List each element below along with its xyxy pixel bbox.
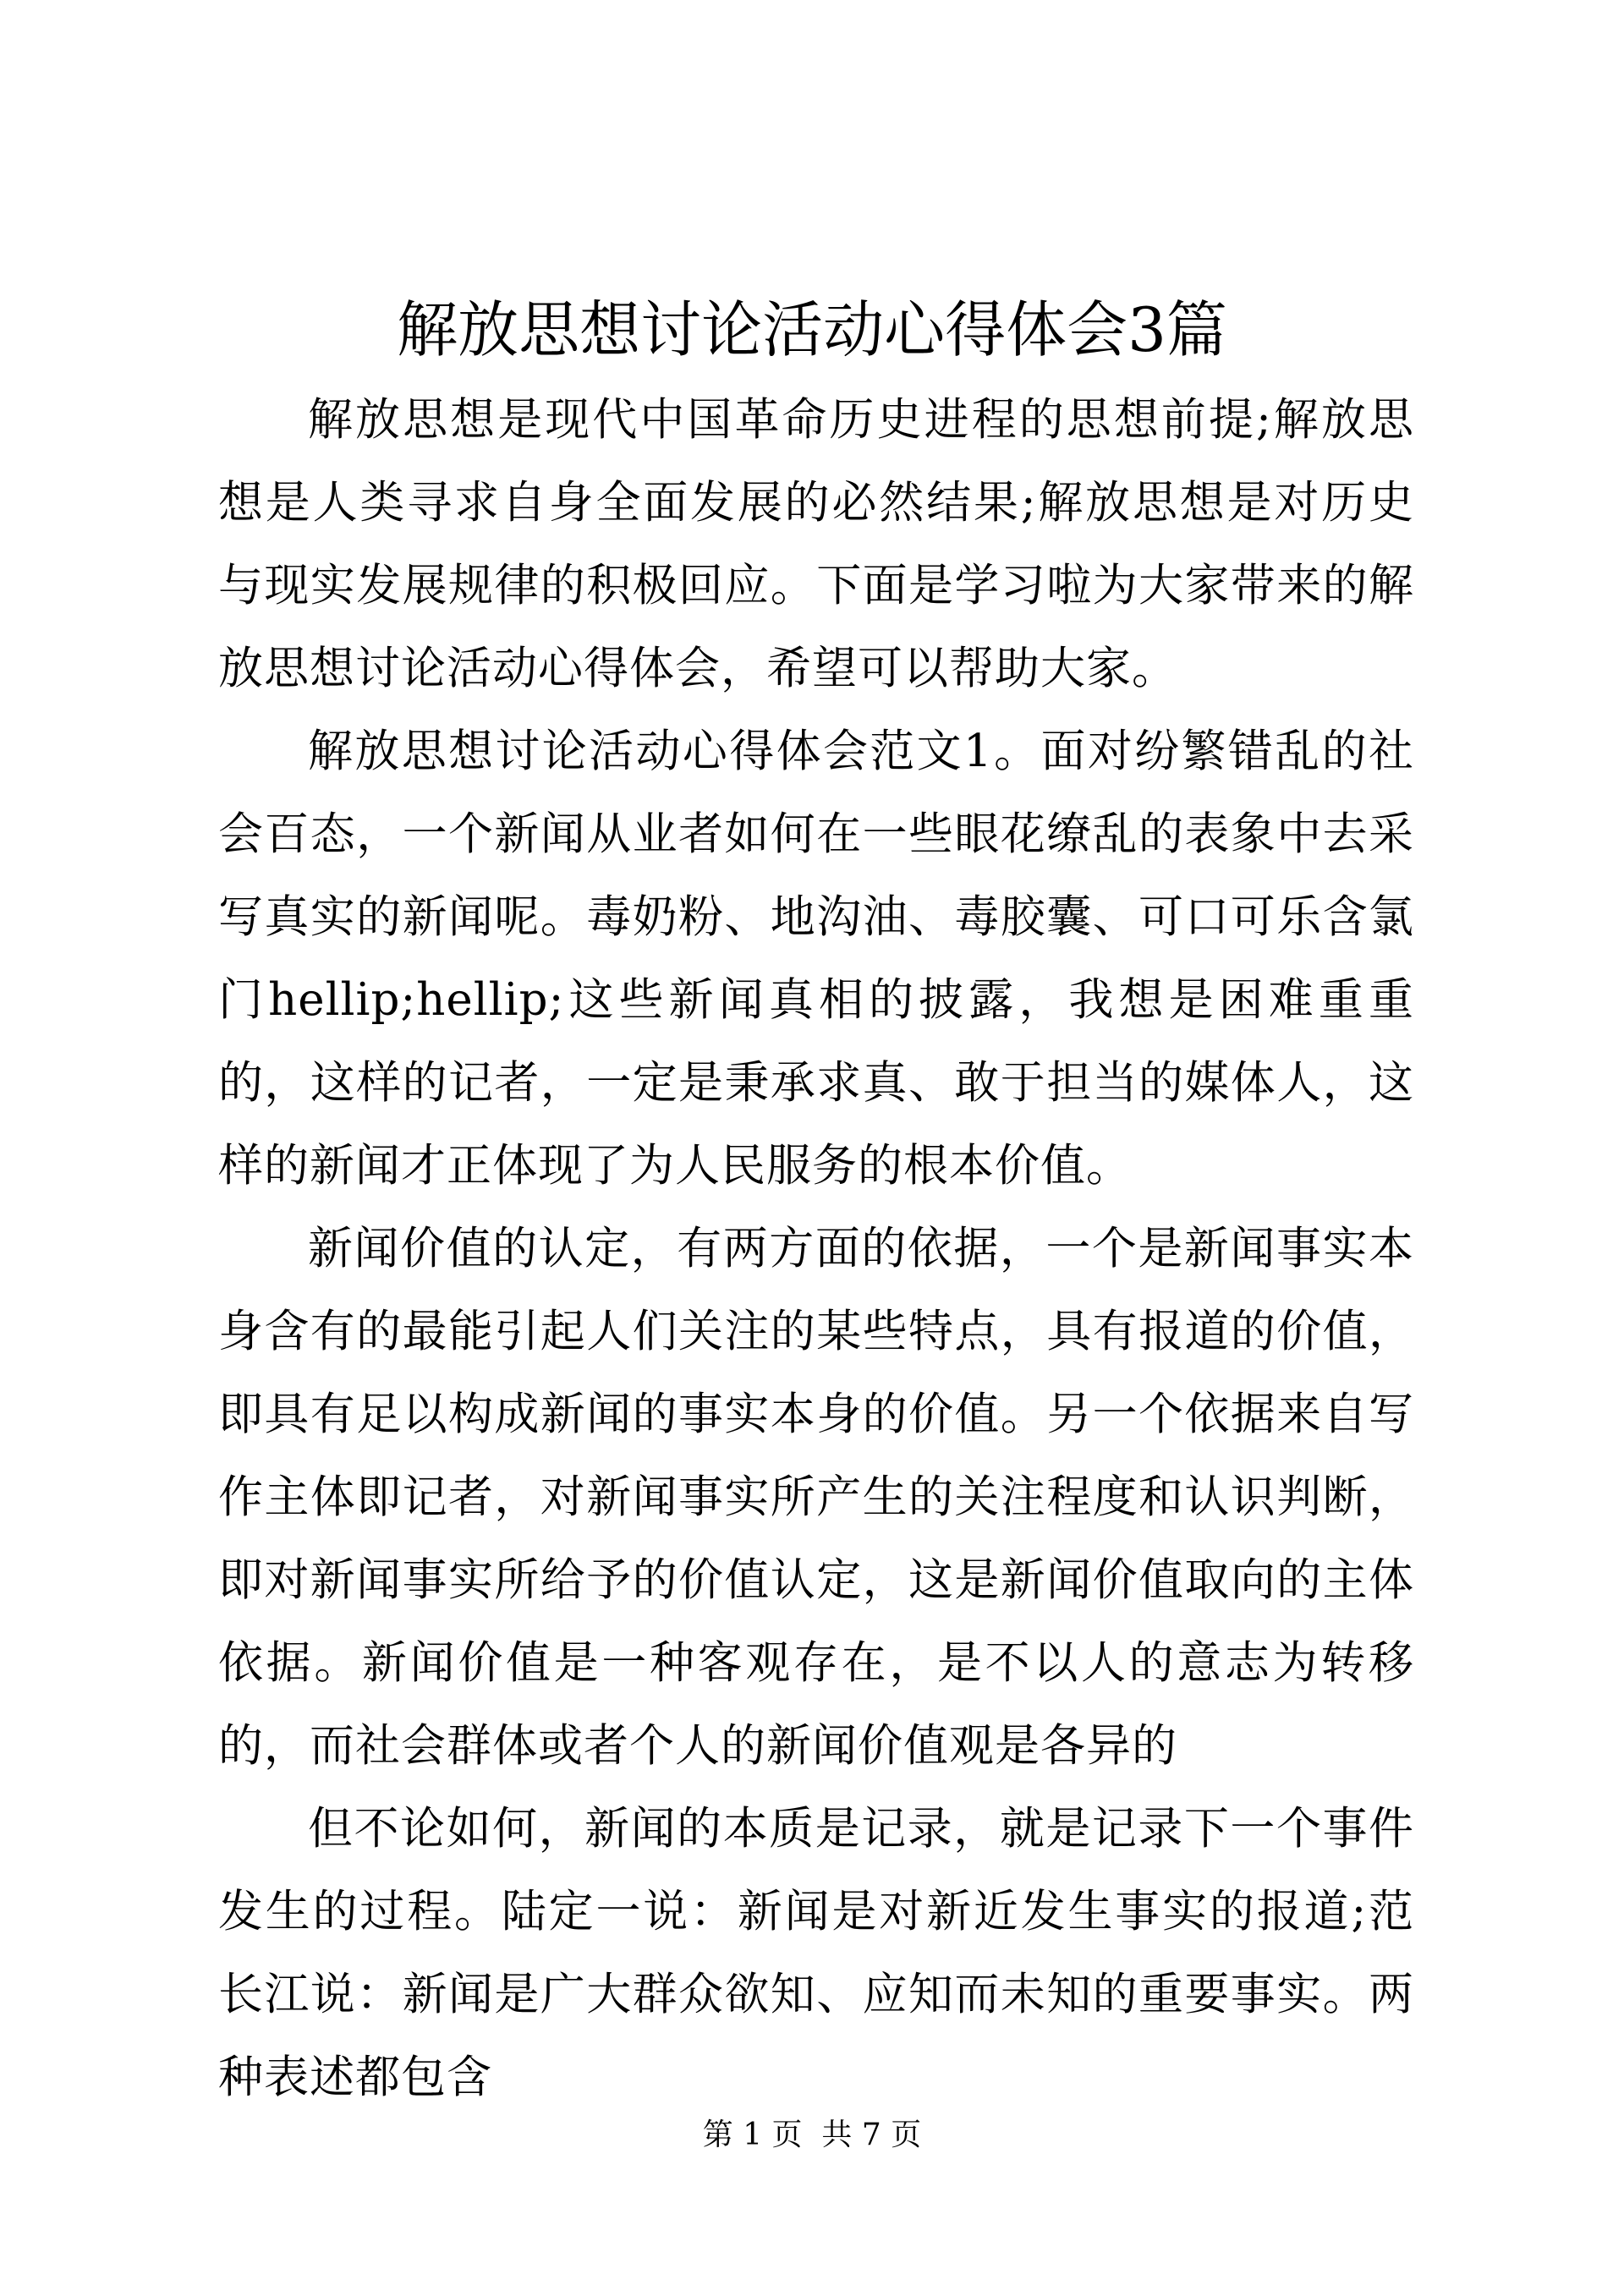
paragraph-sample-one: 解放思想讨论活动心得体会范文1。面对纷繁错乱的社会百态，一个新闻从业者如何在一些眼花缭乱的表象中去采写真实的新闻呢。毒奶粉、地沟油、毒胶囊、可口可乐含氯门hellip;hellip;这些新闻真相的披露，我想是困难重重的，这样的记者，一定是秉承求真、敢于担当的媒体人，这样的新闻才正体现了为人民服务的根本价值。 <box>218 726 1414 1192</box>
document-body <box>218 379 1414 2119</box>
paragraph-news-essence: 但不论如何，新闻的本质是记录，就是记录下一个事件发生的过程。陆定一说：新闻是对新近发生事实的报道;范长江说：新闻是广大群众欲知、应知而未知的重要事实。两种表述都包含 <box>218 1803 1414 2103</box>
page-number-label: 第 1 页 共 7 页 <box>702 2118 922 2152</box>
paragraph-news-value: 新闻价值的认定，有两方面的依据，一个是新闻事实本身含有的最能引起人们关注的某些特点，具有报道的价值，即具有足以构成新闻的事实本身的价值。另一个依据来自写作主体即记者，对新闻事实所产生的关注程度和认识判断，即对新闻事实所给予的价值认定，这是新闻价值取向的主体依据。新闻价值是一种客观存在，是不以人的意志为转移的，而社会群体或者个人的新闻价值观是各异的 <box>218 1223 1414 1772</box>
page-number-footer <box>0 2114 1624 2156</box>
document-title: 解放思想讨论活动心得体会3篇 <box>397 294 1227 365</box>
paragraph-intro: 解放思想是现代中国革命历史进程的思想前提;解放思想是人类寻求自身全面发展的必然结果;解放思想是对历史与现实发展规律的积极回应。下面是学习啦为大家带来的解放思想讨论活动心得体会，希望可以帮助大家。 <box>218 394 1414 694</box>
